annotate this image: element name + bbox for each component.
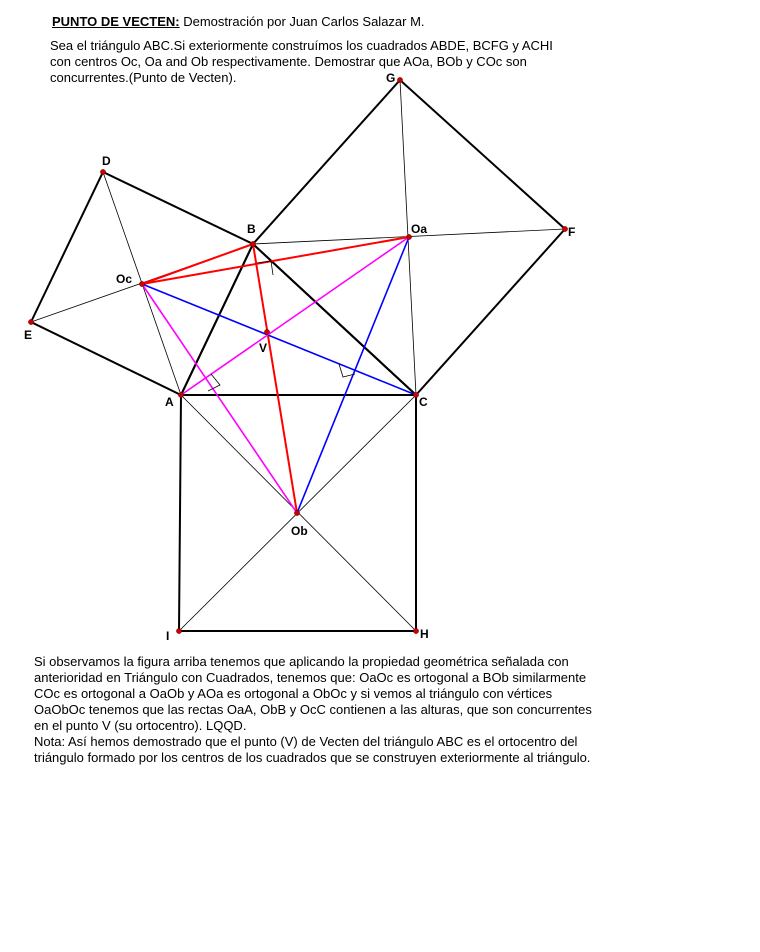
label-A: A bbox=[165, 395, 174, 409]
point-B bbox=[250, 241, 255, 246]
line-Oa-Ob bbox=[297, 237, 409, 513]
intro-line: concurrentes.(Punto de Vecten). bbox=[50, 70, 237, 85]
point-F bbox=[562, 226, 567, 231]
label-H: H bbox=[420, 627, 429, 641]
point-Oc bbox=[139, 281, 144, 286]
blue-lines bbox=[142, 237, 416, 513]
label-Oa: Oa bbox=[411, 222, 428, 236]
title-heading: PUNTO DE VECTEN: bbox=[52, 14, 180, 29]
label-Oc: Oc bbox=[116, 272, 133, 286]
point-H bbox=[413, 628, 418, 633]
right-angle-marker-A bbox=[208, 374, 220, 391]
line-Oc-C bbox=[142, 284, 416, 395]
conclusion-line: triángulo formado por los centros de los cuadrados que se construyen exteriormente al triángulo. bbox=[34, 750, 591, 765]
point-V bbox=[264, 329, 269, 334]
triangle-ABC bbox=[181, 244, 416, 395]
conclusion-line: COc es ortogonal a OaOb y AOa es ortogonal a ObOc y si vemos al triángulo con vértices bbox=[34, 686, 553, 701]
label-D: D bbox=[102, 154, 111, 168]
label-E: E bbox=[24, 328, 33, 342]
conclusion-line: anterioridad en Triángulo con Cuadrados, tenemos que: OaOc es ortogonal a BOb similarmente bbox=[34, 670, 587, 685]
title-byline: Demostración por Juan Carlos Salazar M. bbox=[179, 14, 425, 29]
point-Ob bbox=[294, 510, 299, 515]
conclusion-line: OaObOc tenemos que las rectas OaA, ObB y OcC contienen a las alturas, que son concurrentes bbox=[34, 702, 592, 717]
red-lines bbox=[142, 237, 409, 513]
point-D bbox=[100, 169, 105, 174]
conclusion-line: Nota: Así hemos demostrado que el punto (V) de Vecten del triángulo ABC es el ortocentro del bbox=[34, 734, 578, 749]
point-A bbox=[178, 392, 183, 397]
magenta-lines bbox=[142, 237, 409, 513]
squares-and-triangle bbox=[31, 80, 565, 631]
point-labels bbox=[24, 71, 575, 643]
intro-line: con centros Oc, Oa and Ob respectivamente. Demostrar que AOa, BOb y COc son bbox=[50, 54, 527, 69]
point-C bbox=[413, 392, 418, 397]
conclusion-line: Si observamos la figura arriba tenemos que aplicando la propiedad geométrica señalada con bbox=[34, 654, 569, 669]
point-I bbox=[176, 628, 181, 633]
label-G: G bbox=[386, 71, 396, 85]
line-Oc-Oa bbox=[142, 237, 409, 284]
line-A-Oa bbox=[181, 237, 409, 395]
intro-line: Sea el triángulo ABC.Si exteriormente construímos los cuadrados ABDE, BCFG y ACHI bbox=[50, 38, 553, 53]
label-F: F bbox=[568, 225, 576, 239]
label-I: I bbox=[166, 629, 170, 643]
conclusion-paragraph bbox=[34, 654, 674, 766]
point-G bbox=[397, 77, 402, 82]
label-C: C bbox=[419, 395, 428, 409]
line-B-Ob bbox=[253, 244, 297, 513]
point-E bbox=[28, 319, 33, 324]
label-Ob: Ob bbox=[291, 524, 308, 538]
construction-lines bbox=[31, 80, 565, 631]
label-B: B bbox=[247, 222, 256, 236]
label-V: V bbox=[259, 341, 268, 355]
conclusion-line: en el punto V (su ortocentro). LQQD. bbox=[34, 718, 247, 733]
